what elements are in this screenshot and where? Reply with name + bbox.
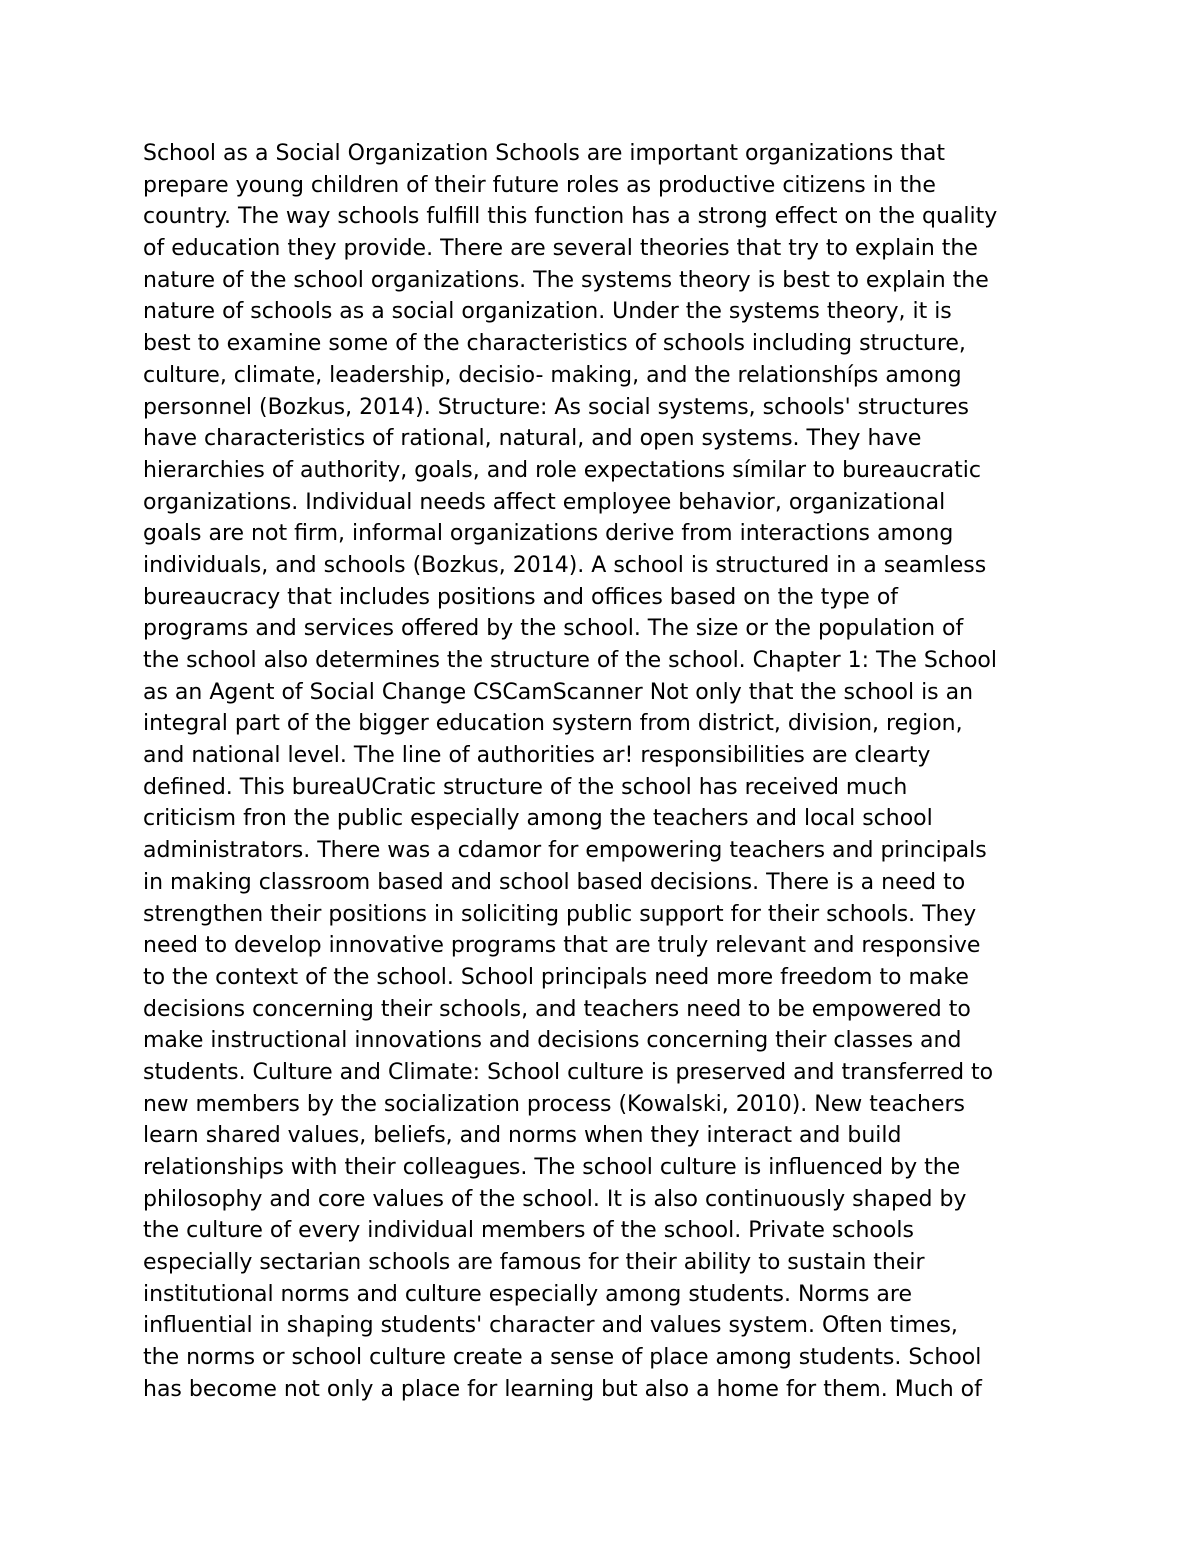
text-line: of education they provide. There are several theories that try to explain the xyxy=(143,236,978,262)
text-line: have characteristics of rational, natural, and open systems. They have xyxy=(143,426,922,452)
text-line: make instructional innovations and decisions concerning their classes and xyxy=(143,1028,962,1054)
text-line: organizations. Individual needs affect employee behavior, organizational xyxy=(143,489,946,515)
text-line: institutional norms and culture especially among students. Norms are xyxy=(143,1281,912,1307)
text-line: nature of the school organizations. The systems theory is best to explain the xyxy=(143,267,989,293)
text-line: philosophy and core values of the school. It is also continuously shaped by xyxy=(143,1186,967,1212)
text-line: country. The way schools fulfill this function has a strong effect on the quality xyxy=(143,204,998,230)
text-line: programs and services offered by the school. The size or the population of xyxy=(143,616,964,642)
text-line: individuals, and schools (Bozkus, 2014). A school is structured in a seamless xyxy=(143,552,987,578)
text-line: prepare young children of their future roles as productive citizens in the xyxy=(143,172,936,198)
text-line: the school also determines the structure of the school. Chapter 1: The School xyxy=(143,648,997,673)
body-text xyxy=(143,138,1073,1406)
text-line: as an Agent of Social Change CSCamScanner Not only that the school is an xyxy=(143,679,974,705)
text-line: hierarchies of authority, goals, and role expectations símilar to bureaucratic xyxy=(143,457,981,483)
text-line: personnel (Bozkus, 2014). Structure: As social systems, schools' structures xyxy=(143,394,969,420)
text-line: strengthen their positions in soliciting public support for their schools. They xyxy=(143,901,977,927)
text-line: the culture of every individual members of the school. Private schools xyxy=(143,1218,914,1244)
text-line: culture, climate, leadership, decisio- making, and the relationshíps among xyxy=(143,362,962,388)
text-line: best to examine some of the characteristics of schools including structure, xyxy=(143,331,966,357)
text-line: students. Culture and Climate: School culture is preserved and transferred to xyxy=(143,1059,994,1085)
text-line: in making classroom based and school based decisions. There is a need to xyxy=(143,869,966,895)
text-line: has become not only a place for learning but also a home for them. Much of xyxy=(143,1376,982,1402)
text-line: influential in shaping students' character and values system. Often times, xyxy=(143,1313,958,1339)
text-line: administrators. There was a cdamor for empowering teachers and principals xyxy=(143,838,987,864)
text-line: defined. This bureaUCratic structure of the school has received much xyxy=(143,774,908,800)
text-line: need to develop innovative programs that are truly relevant and responsive xyxy=(143,933,981,959)
text-line: bureaucracy that includes positions and offices based on the type of xyxy=(143,584,899,610)
text-line: new members by the socialization process (Kowalski, 2010). New teachers xyxy=(143,1091,965,1117)
text-line: School as a Social Organization Schools are important organizations that xyxy=(143,141,945,166)
text-line: integral part of the bigger education systern from district, division, region, xyxy=(143,711,963,737)
text-line: relationships with their colleagues. The school culture is influenced by the xyxy=(143,1155,961,1180)
text-line: goals are not firm, informal organizations derive from interactions among xyxy=(143,521,954,547)
text-line: criticism fron the public especially among the teachers and local school xyxy=(143,806,933,832)
text-line: and national level. The line of authorities ar! responsibilities are clearty xyxy=(143,743,931,769)
text-line: nature of schools as a social organization. Under the systems theory, it is xyxy=(143,299,952,325)
text-line: learn shared values, beliefs, and norms when they interact and build xyxy=(143,1123,902,1149)
text-line: especially sectarian schools are famous for their ability to sustain their xyxy=(143,1250,925,1276)
text-line: the norms or school culture create a sense of place among students. School xyxy=(143,1345,982,1371)
text-line: to the context of the school. School principals need more freedom to make xyxy=(143,964,969,990)
text-line: decisions concerning their schools, and teachers need to be empowered to xyxy=(143,996,971,1022)
